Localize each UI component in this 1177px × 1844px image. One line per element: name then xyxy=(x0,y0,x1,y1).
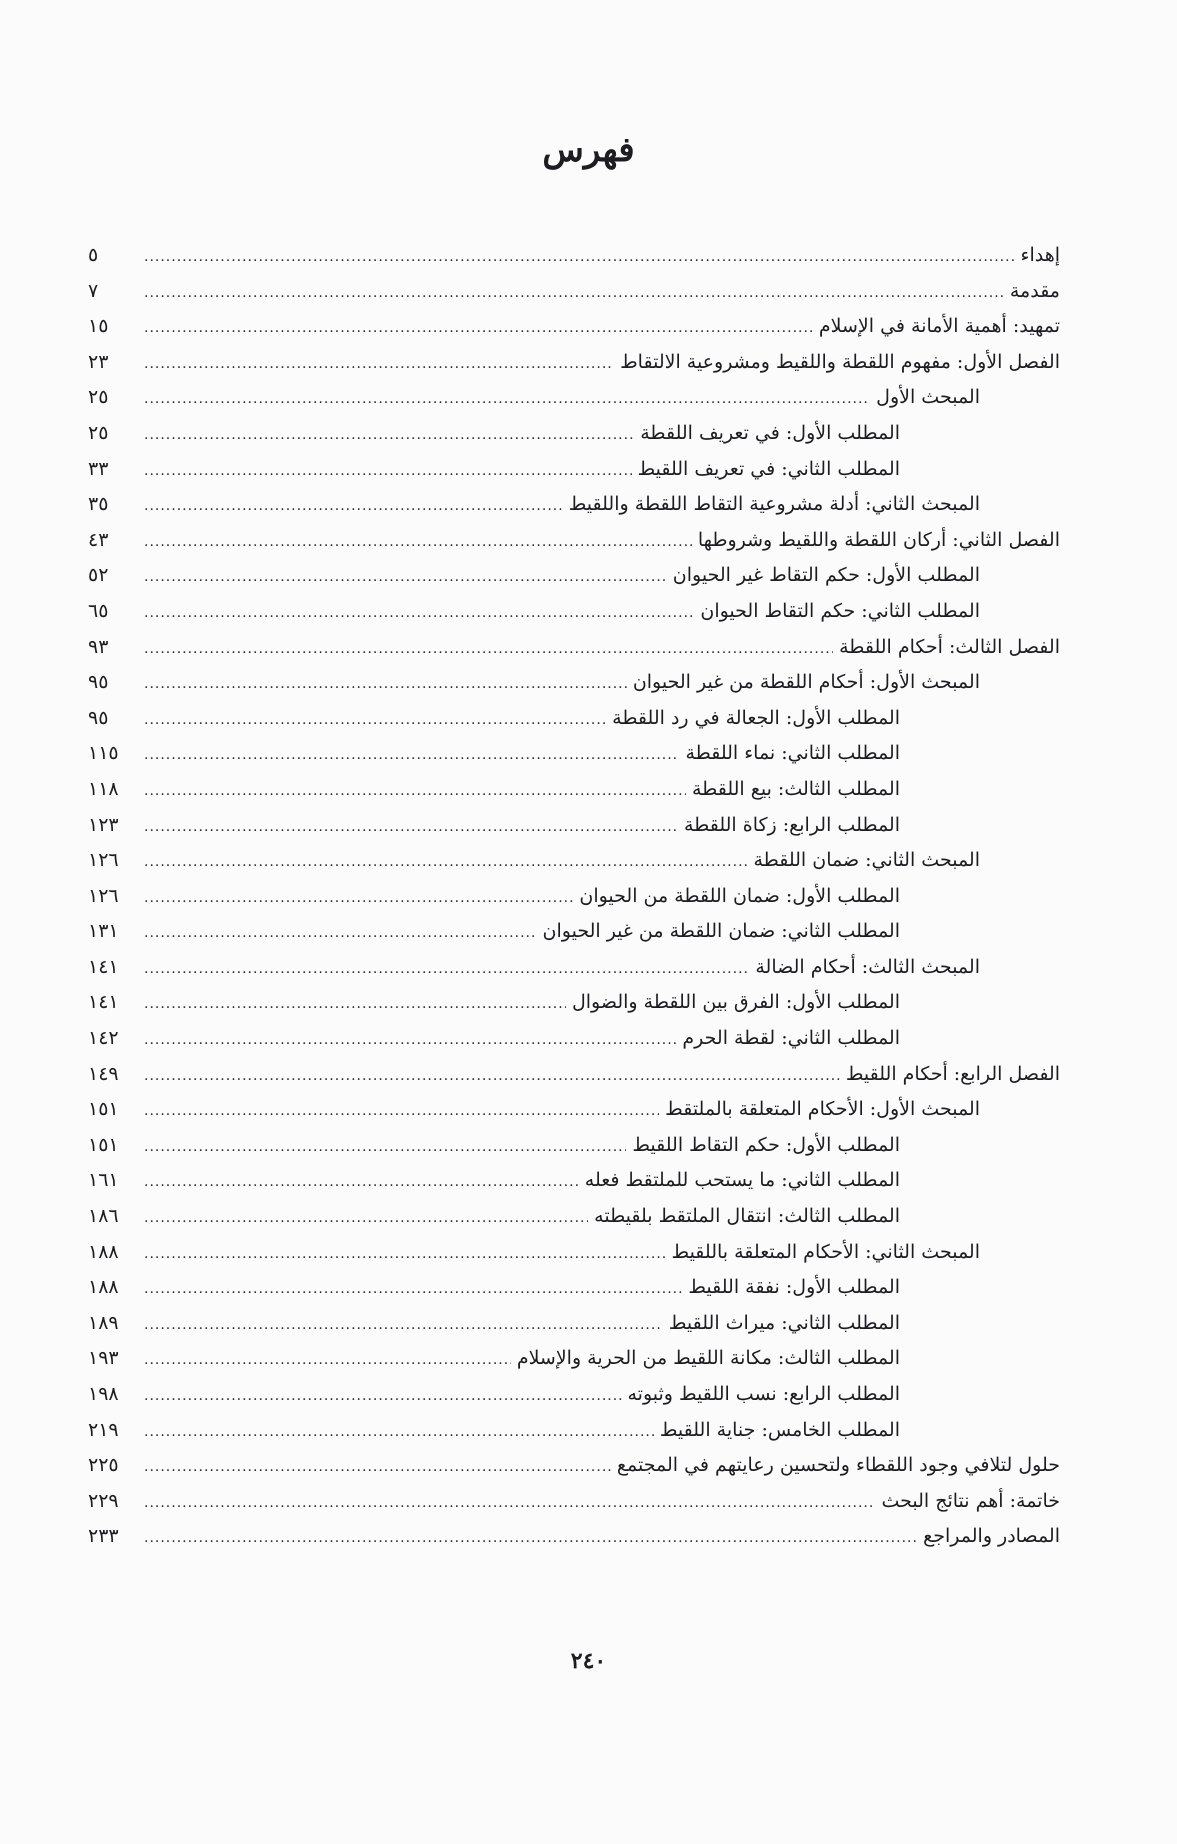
toc-entry-page: ٣٣ xyxy=(88,457,109,480)
toc-entry xyxy=(88,1377,1060,1413)
toc-entry xyxy=(88,701,1060,737)
toc-entry xyxy=(88,345,1060,381)
toc-entry-title: تمهيد: أهمية الأمانة في الإسلام xyxy=(818,315,1060,338)
toc-entry-page: ١١٨ xyxy=(88,777,119,800)
toc-entry xyxy=(88,1021,1060,1057)
toc-entry xyxy=(88,1413,1060,1449)
toc-entry-page: ٥٢ xyxy=(88,564,109,587)
toc-entry-title: المصادر والمراجع xyxy=(923,1525,1060,1548)
toc-entry-page: ٩٣ xyxy=(88,635,109,658)
toc-entry-page: ١٩٨ xyxy=(88,1383,119,1405)
dot-leader xyxy=(144,418,634,454)
toc-entry xyxy=(88,914,1060,950)
toc-entry-title: المبحث الثاني: ضمان اللقطة xyxy=(753,849,980,872)
toc-entry-page: ١٨٨ xyxy=(88,1240,119,1263)
dot-leader xyxy=(144,276,1004,312)
dot-leader xyxy=(144,596,694,632)
page-number: ٢٤٠ xyxy=(570,1648,607,1674)
dot-leader xyxy=(144,774,686,810)
toc-entry xyxy=(88,487,1060,523)
dot-leader xyxy=(144,560,667,596)
toc-entry xyxy=(88,274,1060,310)
toc-entry xyxy=(88,1448,1060,1484)
dot-leader xyxy=(144,1272,682,1308)
toc-entry-page: ١٢٣ xyxy=(88,813,119,836)
toc-entry-page: ١٤١ xyxy=(88,991,119,1014)
toc-entry-title: المطلب الأول: حكم التقاط غير الحيوان xyxy=(672,564,980,587)
dot-leader xyxy=(144,347,614,383)
toc-entry-title: المبحث الثاني: أدلة مشروعية التقاط اللقطة واللقيط xyxy=(568,493,980,516)
toc-entry-page: ٤٣ xyxy=(88,528,109,551)
dot-leader xyxy=(144,1059,840,1095)
toc-entry-page: ٢٥ xyxy=(88,421,109,444)
table-of-contents xyxy=(88,238,1060,1555)
dot-leader xyxy=(144,738,679,774)
toc-entry-title: الفصل الثاني: أركان اللقطة واللقيط وشروطها xyxy=(697,528,1060,551)
toc-entry xyxy=(88,1484,1060,1520)
toc-entry-title: المطلب الثاني: ميراث اللقيط xyxy=(668,1311,900,1334)
dot-leader xyxy=(144,1023,676,1059)
toc-entry-title: المطلب الثاني: ضمان اللقطة من غير الحيوان xyxy=(542,920,900,943)
toc-entry xyxy=(88,1128,1060,1164)
toc-entry xyxy=(88,950,1060,986)
toc-entry xyxy=(88,380,1060,416)
dot-leader xyxy=(144,845,747,881)
dot-leader xyxy=(144,1308,663,1344)
toc-entry xyxy=(88,594,1060,630)
toc-entry-page: ١٥ xyxy=(88,315,109,338)
toc-entry-title: المبحث الأول: أحكام اللقطة من غير الحيوان xyxy=(632,671,980,694)
toc-entry-page: ١٥١ xyxy=(88,1098,119,1121)
toc-entry xyxy=(88,1270,1060,1306)
toc-entry-page: ٩٥ xyxy=(88,706,109,729)
dot-leader xyxy=(144,1450,611,1486)
toc-entry xyxy=(88,309,1060,345)
dot-leader xyxy=(144,1486,875,1522)
toc-entry-title: المطلب الثاني: لقطة الحرم xyxy=(682,1027,900,1050)
toc-entry-page: ١٨٨ xyxy=(88,1276,119,1299)
toc-entry-page: ١٩٣ xyxy=(88,1347,119,1370)
dot-leader xyxy=(144,703,606,739)
toc-entry xyxy=(88,630,1060,666)
toc-entry-page: ٢٣ xyxy=(88,350,109,373)
toc-entry-page: ٢٣٣ xyxy=(88,1525,119,1548)
dot-leader xyxy=(144,1379,622,1415)
dot-leader xyxy=(144,1165,579,1201)
toc-entry-title: المطلب الثاني: في تعريف اللقيط xyxy=(637,457,900,480)
toc-entry-title: الفصل الثالث: أحكام اللقطة xyxy=(839,635,1060,658)
toc-entry-page: ٢١٩ xyxy=(88,1418,119,1441)
toc-entry xyxy=(88,985,1060,1021)
dot-leader xyxy=(144,632,833,668)
toc-entry xyxy=(88,452,1060,488)
toc-entry-title: المطلب الخامس: جناية اللقيط xyxy=(659,1418,900,1441)
toc-entry-page: ١٢٦ xyxy=(88,884,119,907)
toc-entry xyxy=(88,808,1060,844)
dot-leader xyxy=(144,1521,917,1557)
toc-entry-page: ١١٥ xyxy=(88,742,119,765)
toc-entry-page: ١٤١ xyxy=(88,955,119,978)
toc-entry xyxy=(88,879,1060,915)
toc-entry-title: المطلب الرابع: زكاة اللقطة xyxy=(683,813,900,836)
toc-entry xyxy=(88,1199,1060,1235)
toc-entry-page: ١٤٢ xyxy=(88,1027,119,1050)
toc-entry-title: المبحث الأول: الأحكام المتعلقة بالملتقط xyxy=(665,1098,980,1121)
toc-entry-page: ٥ xyxy=(88,244,99,266)
toc-entry-page: ١٢٦ xyxy=(88,849,119,872)
toc-entry xyxy=(88,238,1060,274)
toc-entry-title: المطلب الأول: حكم التقاط اللقيط xyxy=(632,1133,900,1156)
dot-leader xyxy=(144,1343,511,1379)
toc-entry-page: ٧ xyxy=(88,279,99,302)
dot-leader xyxy=(144,881,573,917)
toc-entry-page: ٢٥ xyxy=(88,386,109,409)
dot-leader xyxy=(144,916,537,952)
dot-leader xyxy=(144,454,632,490)
toc-entry-page: ١٦١ xyxy=(88,1169,119,1192)
toc-entry xyxy=(88,1519,1060,1555)
toc-entry xyxy=(88,416,1060,452)
dot-leader xyxy=(144,489,563,525)
toc-entry-title: المطلب الأول: في تعريف اللقطة xyxy=(640,421,900,444)
toc-entry-title: حلول لتلافي وجود اللقطاء ولتحسين رعايتهم في المجتمع xyxy=(616,1454,1060,1477)
toc-entry xyxy=(88,665,1060,701)
toc-entry-title: الفصل الأول: مفهوم اللقطة واللقيط ومشروعية الالتقاط xyxy=(620,350,1060,373)
dot-leader xyxy=(144,311,813,347)
toc-entry-page: ١٣١ xyxy=(88,920,119,943)
toc-entry-page: ١٥١ xyxy=(88,1133,119,1156)
toc-entry-title: مقدمة xyxy=(1009,279,1060,302)
toc-entry xyxy=(88,772,1060,808)
dot-leader xyxy=(144,1237,666,1273)
toc-entry xyxy=(88,1306,1060,1342)
toc-entry-title: المطلب الثاني: حكم التقاط الحيوان xyxy=(700,599,980,622)
dot-leader xyxy=(144,1201,588,1237)
toc-entry-page: ٣٥ xyxy=(88,493,109,516)
toc-entry-page: ٢٢٩ xyxy=(88,1489,119,1512)
toc-entry-title: المطلب الأول: نفقة اللقيط xyxy=(688,1276,900,1299)
dot-leader xyxy=(144,382,870,418)
toc-entry-title: المبحث الثالث: أحكام الضالة xyxy=(755,955,980,978)
toc-entry-page: ٢٢٥ xyxy=(88,1454,119,1477)
toc-entry-title: الفصل الرابع: أحكام اللقيط xyxy=(845,1062,1060,1085)
toc-entry-page: ٦٥ xyxy=(88,599,109,622)
toc-entry-page: ٩٥ xyxy=(88,671,109,694)
toc-entry xyxy=(88,1057,1060,1093)
toc-entry-title: المطلب الثالث: بيع اللقطة xyxy=(691,777,900,800)
toc-entry-page: ١٨٩ xyxy=(88,1311,119,1334)
toc-entry-title: المطلب الرابع: نسب اللقيط وثبوته xyxy=(627,1383,900,1405)
toc-entry-title: المطلب الثاني: ما يستحب للملتقط فعله xyxy=(584,1169,900,1192)
dot-leader xyxy=(144,810,678,846)
toc-entry-title: المطلب الأول: ضمان اللقطة من الحيوان xyxy=(579,884,900,907)
toc-entry xyxy=(88,1092,1060,1128)
toc-entry xyxy=(88,843,1060,879)
dot-leader xyxy=(144,952,749,988)
toc-entry-title: المبحث الأول xyxy=(876,386,980,409)
dot-leader xyxy=(144,1415,654,1451)
toc-entry-title: المبحث الثاني: الأحكام المتعلقة باللقيط xyxy=(671,1240,980,1263)
toc-entry xyxy=(88,1341,1060,1377)
toc-entry xyxy=(88,523,1060,559)
toc-entry-title: المطلب الثالث: مكانة اللقيط من الحرية والإسلام xyxy=(516,1347,900,1370)
dot-leader xyxy=(144,240,1015,276)
toc-entry-title: المطلب الثاني: نماء اللقطة xyxy=(685,742,900,765)
toc-entry xyxy=(88,1163,1060,1199)
toc-entry-title: المطلب الأول: الجعالة في رد اللقطة xyxy=(612,706,900,729)
toc-entry-title: المطلب الأول: الفرق بين اللقطة والضوال xyxy=(571,991,900,1014)
dot-leader xyxy=(144,525,692,561)
toc-entry-page: ١٤٩ xyxy=(88,1062,119,1085)
dot-leader xyxy=(144,1130,626,1166)
toc-entry xyxy=(88,558,1060,594)
toc-entry xyxy=(88,1235,1060,1271)
page-title: فهرس xyxy=(542,130,635,170)
dot-leader xyxy=(144,987,566,1023)
toc-entry xyxy=(88,736,1060,772)
dot-leader xyxy=(144,1094,659,1130)
toc-entry-title: المطلب الثالث: انتقال الملتقط بلقيطته xyxy=(594,1205,900,1228)
toc-entry-title: خاتمة: أهم نتائج البحث xyxy=(881,1489,1060,1512)
toc-entry-page: ١٨٦ xyxy=(88,1205,119,1228)
toc-entry-title: إهداء xyxy=(1020,244,1060,266)
dot-leader xyxy=(144,667,627,703)
